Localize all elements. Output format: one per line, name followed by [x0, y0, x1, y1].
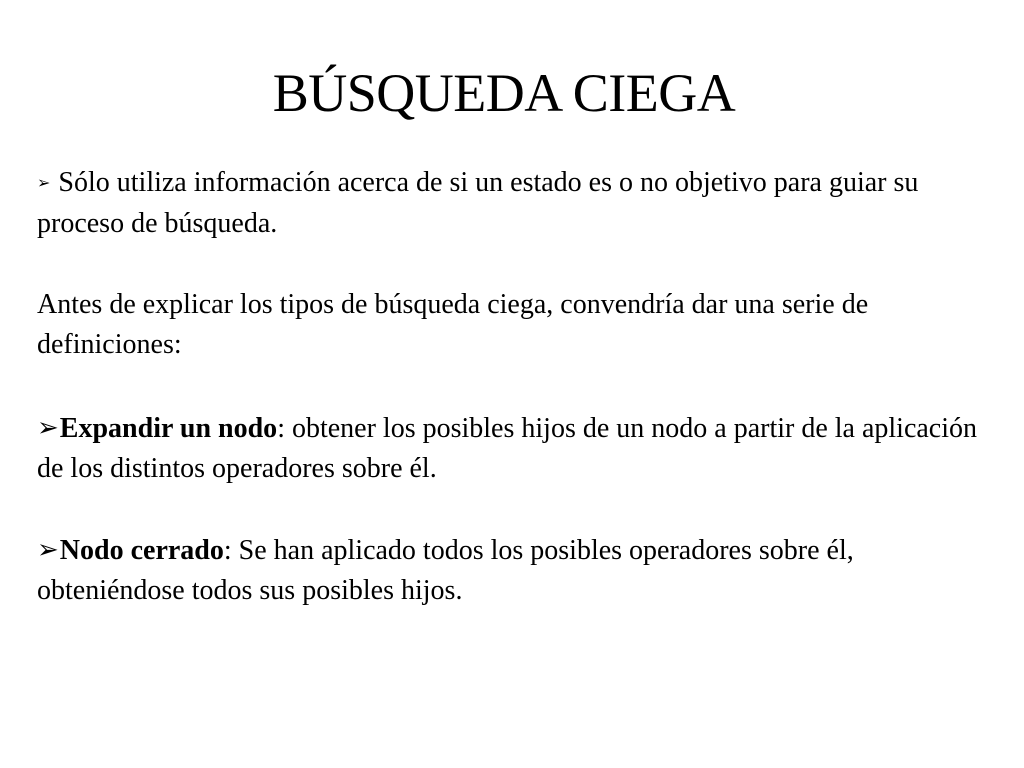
- definition-closed-node: [37, 530, 977, 611]
- paragraph-text: Sólo utiliza información acerca de si un estado es o no objetivo para guiar su proceso de búsqueda.: [37, 167, 919, 239]
- definition-text: : Se han aplicado todos los posibles operadores sobre él, obteniéndose todos sus posibles hijos.: [37, 535, 854, 606]
- paragraph-definitions-intro: [37, 285, 977, 365]
- definition-term: Nodo cerrado: [59, 535, 224, 566]
- definition-text: : obtener los posibles hijos de un nodo a partir de la aplicación de los distintos operadores sobre él.: [37, 413, 978, 484]
- paragraph-text: Antes de explicar los tipos de búsqueda ciega, convendría dar una serie de definiciones:: [37, 289, 869, 360]
- definition-term: Expandir un nodo: [59, 413, 278, 444]
- slide-title: BÚSQUEDA CIEGA: [272, 63, 736, 123]
- arrow-bullet-icon: ➢: [37, 535, 59, 564]
- paragraph-blind-search-description: [37, 163, 977, 244]
- arrow-bullet-icon: ➢: [37, 413, 59, 442]
- arrow-bullet-icon: ➢: [37, 175, 51, 192]
- definition-expand-node: [37, 408, 977, 489]
